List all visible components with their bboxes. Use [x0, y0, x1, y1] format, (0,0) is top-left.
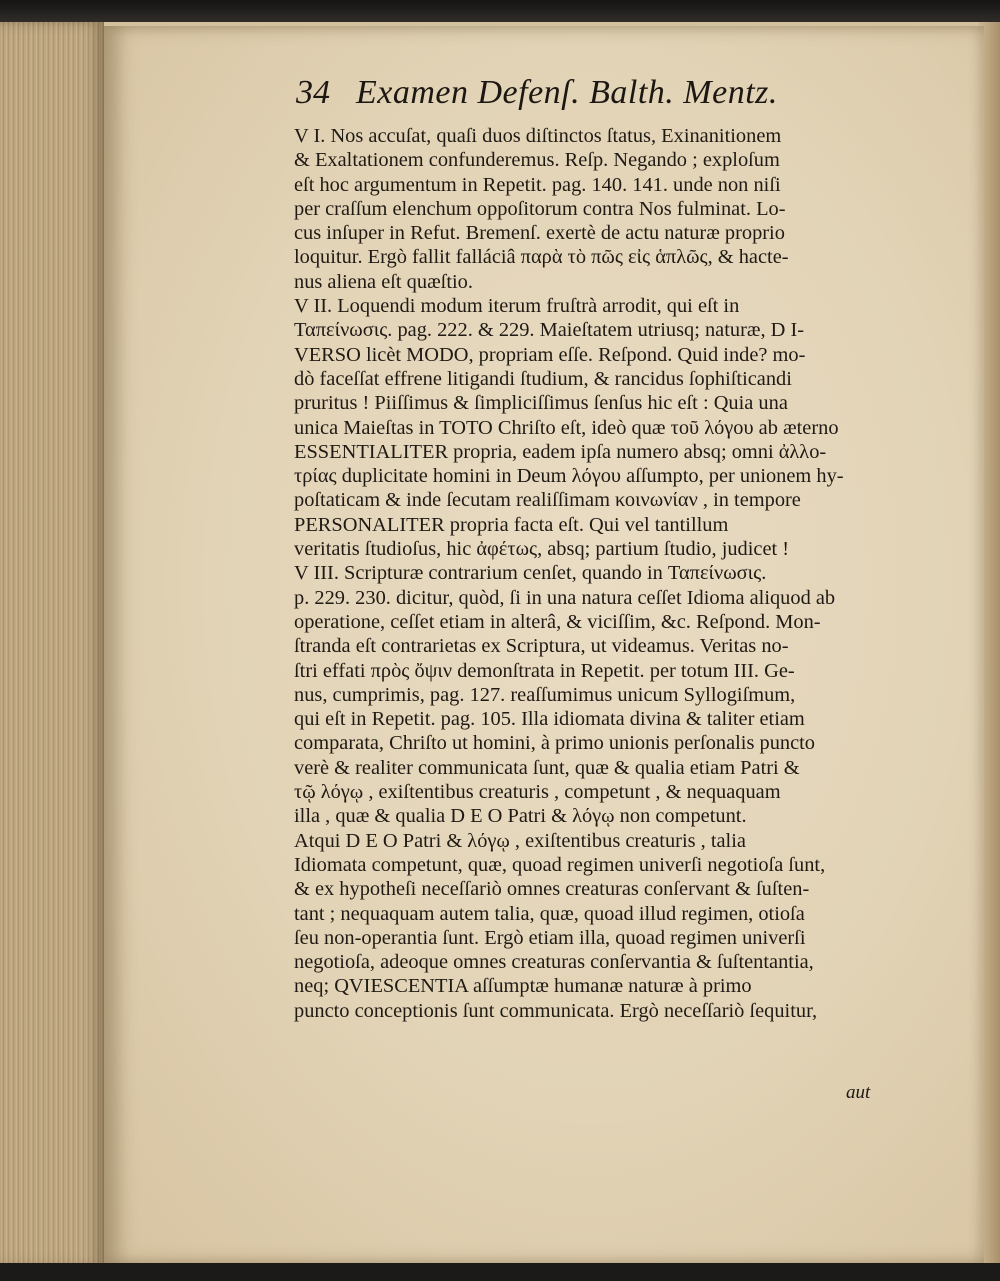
text-line: Idiomata competunt, quæ, quoad regimen univerſi negotioſa ſunt, [294, 853, 826, 876]
text-line: unica Maieſtas in TOTO Chriſto eſt, ideò quæ τοῦ λόγου ab æterno [294, 416, 839, 439]
book-bottom-edge [0, 1263, 1000, 1281]
page-stack-edge [0, 22, 104, 1267]
text-line: τρίας duplicitate homini in Deum λόγου aſſumpto, per unionem hy- [294, 465, 844, 488]
text-line: comparata, Chriſto ut homini, à primo unionis perſonalis puncto [294, 732, 816, 755]
text-line: illa , quæ & qualia D E O Patri & λόγῳ non competunt. [294, 805, 747, 828]
text-line: ESSENTIALITER propria, eadem ipſa numero absq; omni ἀλλο- [294, 440, 827, 463]
body-text [294, 124, 904, 1023]
catchword: aut [846, 1082, 871, 1103]
text-line: & Exaltationem confunderemus. Reſp. Negando ; exploſum [294, 149, 780, 172]
text-line: pruritus ! Piiſſimus & ſimpliciſſimus ſenſus hic eſt : Quia una [294, 392, 788, 415]
page-header [296, 74, 856, 124]
text-line: PERSONALITER propria facta eſt. Qui vel tantillum [294, 513, 729, 536]
text-line: & ex hypotheſi neceſſariò omnes creaturas conſervant & ſuſten- [294, 878, 810, 901]
text-line: nus, cumprimis, pag. 127. reaſſumimus unicum Syllogiſmum, [294, 683, 796, 706]
text-line: verè & realiter communicata ſunt, quæ & qualia etiam Patri & [294, 756, 800, 779]
text-line: qui eſt in Repetit. pag. 105. Illa idiomata divina & taliter etiam [294, 708, 805, 731]
text-line: negotioſa, adeoque omnes creaturas conſervantia & ſuſtentantia, [294, 951, 814, 974]
text-line: puncto conceptionis ſunt communicata. Ergò neceſſariò ſequitur, [294, 999, 818, 1022]
text-line: eſt hoc argumentum in Repetit. pag. 140. 141. unde non niſi [294, 173, 781, 196]
text-line: loquitur. Ergò fallit falláciâ παρὰ τὸ πῶς εἰς ἁπλῶς, & hacte- [294, 246, 789, 269]
text-line: tant ; nequaquam autem talia, quæ, quoad illud regimen, otioſa [294, 902, 805, 925]
text-line: operatione, ceſſet etiam in alterâ, & viciſſim, &c. Reſpond. Mon- [294, 610, 821, 633]
text-line: VERSO licèt MODO, propriam eſſe. Reſpond. Quid inde? mo- [294, 343, 806, 366]
page-number: 34 [296, 74, 330, 111]
text-line: V III. Scripturæ contrarium cenſet, quando in Ταπείνωσις. [294, 562, 767, 585]
text-line: V II. Loquendi modum iterum fruſtrà arrodit, qui eſt in [294, 295, 740, 318]
text-line: dò faceſſat effrene litigandi ſtudium, & rancidus ſophiſticandi [294, 367, 792, 390]
text-line: Ταπείνωσις. pag. 222. & 229. Maieſtatem utriusq; naturæ, D I- [294, 319, 805, 342]
text-line: Atqui D E O Patri & λόγῳ , exiſtentibus creaturis , talia [294, 829, 746, 852]
text-line: p. 229. 230. dicitur, quòd, ſi in una natura ceſſet Idioma aliquod ab [294, 586, 836, 609]
text-line: nus aliena eſt quæſtio. [294, 270, 473, 293]
text-line: ſeu non-operantia ſunt. Ergò etiam illa, quoad regimen univerſi [294, 926, 806, 949]
text-line: per craſſum elenchum oppoſitorum contra Nos fulminat. Lo- [294, 197, 786, 220]
text-line: cus inſuper in Refut. Bremenſ. exertè de actu naturæ proprio [294, 222, 785, 245]
text-line: V I. Nos accuſat, quaſi duos diſtinctos ſtatus, Exinanitionem [294, 125, 782, 147]
text-line: ſtranda eſt contrarietas ex Scriptura, ut videamus. Veritas no- [294, 635, 789, 658]
text-line: veritatis ſtudioſus, hic ἀφέτως, absq; partium ſtudio, judicet ! [294, 538, 790, 561]
text-line: neq; QVIESCENTIA aſſumptæ humanæ naturæ à primo [294, 975, 752, 998]
text-line: ſtri effati πρὸς ὄψιν demonſtrata in Repetit. per totum III. Ge- [294, 659, 795, 682]
running-title: Examen Defenſ. Balth. Mentz. [356, 74, 778, 111]
text-line: τῷ λόγῳ , exiſtentibus creaturis , competunt , & nequaquam [294, 781, 781, 804]
text-line: poſtaticam & inde ſecutam realiſſimam κοινωνίαν , in tempore [294, 489, 801, 512]
